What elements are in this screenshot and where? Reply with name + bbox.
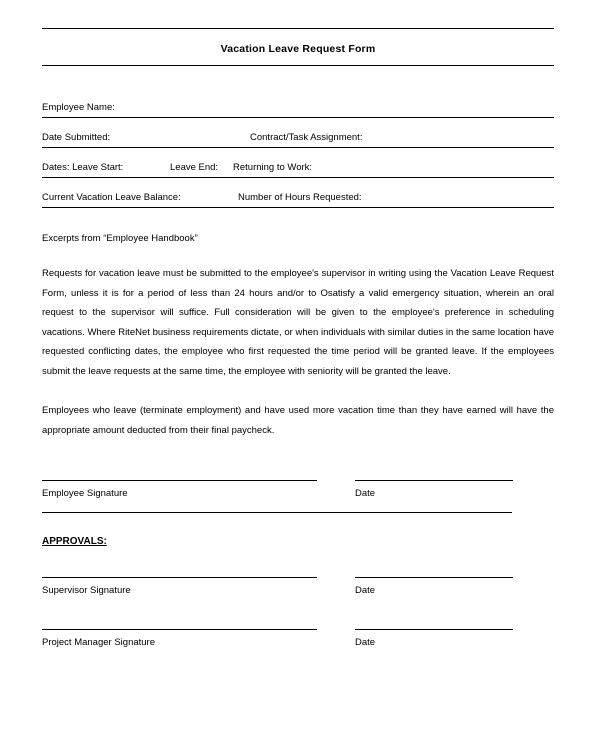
signature-block-employee: [42, 480, 554, 514]
project-manager-signature-line[interactable]: [42, 629, 317, 630]
approvals-heading: APPROVALS:: [42, 536, 107, 547]
employee-date-line[interactable]: [355, 480, 513, 481]
title-block: [42, 28, 554, 66]
field-row-employee-name[interactable]: [42, 88, 554, 118]
label-supervisor-signature: Supervisor Signature: [42, 585, 131, 596]
title-bottom-rule: [42, 65, 554, 66]
label-contract-task-assignment: Contract/Task Assignment:: [250, 132, 363, 143]
label-leave-end: Leave End:: [170, 162, 219, 173]
label-employee-name: Employee Name:: [42, 102, 115, 113]
signature-block-supervisor: [42, 577, 554, 611]
label-supervisor-date: Date: [355, 585, 376, 596]
employee-section-divider: [42, 512, 512, 513]
field-row-dates[interactable]: [42, 148, 554, 178]
page-title: Vacation Leave Request Form: [220, 43, 376, 55]
label-number-of-hours-requested: Number of Hours Requested:: [238, 192, 362, 203]
employee-signature-line[interactable]: [42, 480, 317, 481]
label-project-manager-signature: Project Manager Signature: [42, 637, 156, 648]
field-row-date-submitted[interactable]: [42, 118, 554, 148]
paragraph-vacation-policy: Requests for vacation leave must be submitted to the employee's supervisor in writing using the Vacation Leave Request Form, unless it is for a period of less than 24 hours and/or to Osatisfy a valid emergency situation, wherein an oral request to the supervisor will suffice. Full consideration will be given to the employee's preference in scheduling vacations. Where RiteNet business requirements dictate, or when individuals with similar duties in the same location have requested conflicting dates, the employee who first requested the time period will be granted leave. If the employees submit the leave requests at the same time, the employee with seniority will be granted the leave.: [42, 268, 554, 377]
field-underline: [42, 207, 554, 208]
field-row-balance[interactable]: [42, 178, 554, 208]
label-employee-signature: Employee Signature: [42, 488, 128, 499]
document-content: [42, 28, 554, 663]
label-leave-start: Dates: Leave Start:: [42, 162, 124, 173]
section-heading-excerpts: Excerpts from “Employee Handbook”: [42, 233, 198, 244]
label-employee-date: Date: [355, 488, 376, 499]
signature-block-project-manager: [42, 629, 554, 663]
paragraph-termination-policy: Employees who leave (terminate employment) and have used more vacation time than they have earned will have the appropriate amount deducted from their final paycheck.: [42, 405, 554, 436]
supervisor-signature-line[interactable]: [42, 577, 317, 578]
project-manager-date-line[interactable]: [355, 629, 513, 630]
label-date-submitted: Date Submitted:: [42, 132, 111, 143]
supervisor-date-line[interactable]: [355, 577, 513, 578]
label-project-manager-date: Date: [355, 637, 376, 648]
label-returning-to-work: Returning to Work:: [233, 162, 313, 173]
label-current-vacation-leave-balance: Current Vacation Leave Balance:: [42, 192, 181, 203]
